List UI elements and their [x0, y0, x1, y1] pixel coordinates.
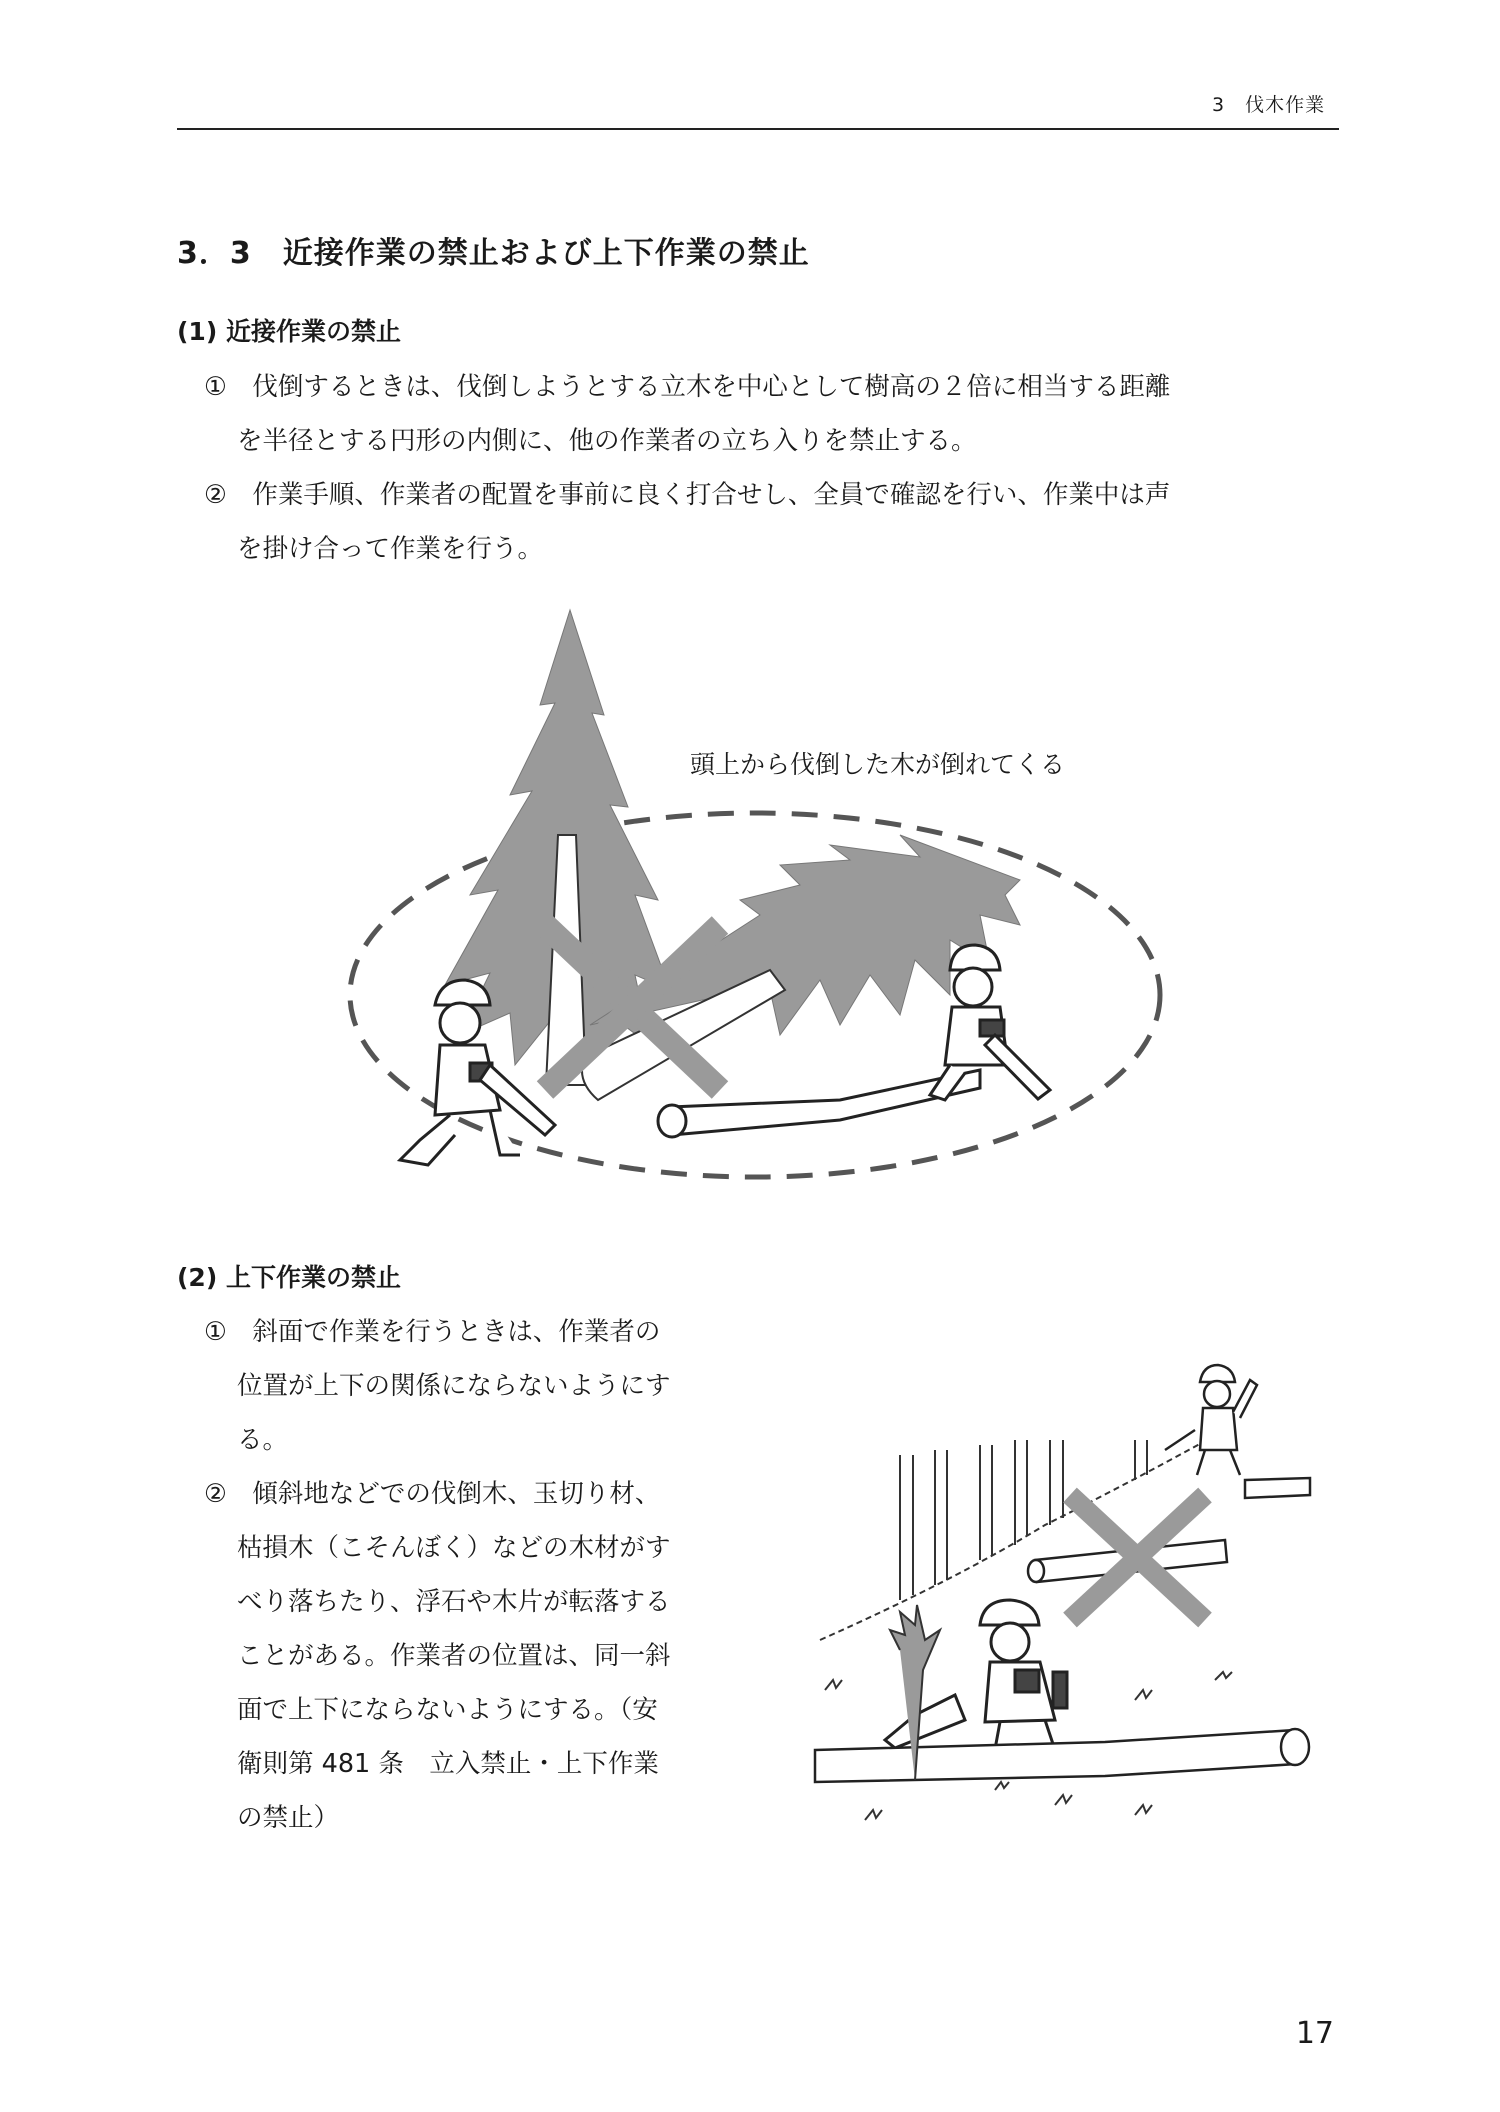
running-header: 3 伐木作業: [1212, 94, 1326, 116]
s2-line-4: ② 傾斜地などでの伐倒木、玉切り材、: [204, 1479, 661, 1509]
page-number: 17: [1295, 2016, 1334, 2051]
s2-line-5: 枯損木（こそんぼく）などの木材がす: [237, 1533, 671, 1563]
s2-line-6: べり落ちたり、浮石や木片が転落する: [237, 1587, 671, 1617]
item-2-line-1: ② 作業手順、作業者の配置を事前に良く打合せし、全員で確認を行い、作業中は声: [204, 480, 1171, 510]
figure-1-caption: 頭上から伐倒した木が倒れてくる: [690, 750, 1066, 779]
subsection-1-body: [204, 360, 1344, 576]
item-1-line-2: を半径とする円形の内側に、他の作業者の立ち入りを禁止する。: [237, 426, 977, 456]
upper-worker-icon: [1165, 1365, 1257, 1475]
subsection-2-heading: (2) 上下作業の禁止: [177, 1263, 401, 1292]
s2-line-8: 面で上下にならないようにする。（安: [237, 1695, 658, 1725]
item-2-line-2: を掛け合って作業を行う。: [237, 534, 544, 564]
s2-line-2: 位置が上下の関係にならないようにす: [237, 1371, 671, 1401]
s2-line-7: ことがある。作業者の位置は、同一斜: [237, 1641, 671, 1671]
item-1-line-1: ① 伐倒するときは、伐倒しようとする立木を中心として樹高の２倍に相当する距離: [204, 372, 1171, 402]
s2-line-10: の禁止）: [237, 1803, 340, 1833]
subsection-1-heading: (1) 近接作業の禁止: [177, 317, 401, 346]
header-rule: [177, 128, 1339, 130]
s2-line-1: ① 斜面で作業を行うときは、作業者の: [204, 1317, 661, 1347]
s2-line-3: る。: [237, 1425, 289, 1455]
figure-felling-danger: [340, 595, 1170, 1195]
s2-line-9: 衛則第 481 条 立入禁止・上下作業: [237, 1749, 659, 1779]
figure-slope-danger: [805, 1350, 1330, 1850]
section-title: 3．3 近接作業の禁止および上下作業の禁止: [177, 236, 810, 271]
subsection-2-body: [204, 1305, 744, 1845]
